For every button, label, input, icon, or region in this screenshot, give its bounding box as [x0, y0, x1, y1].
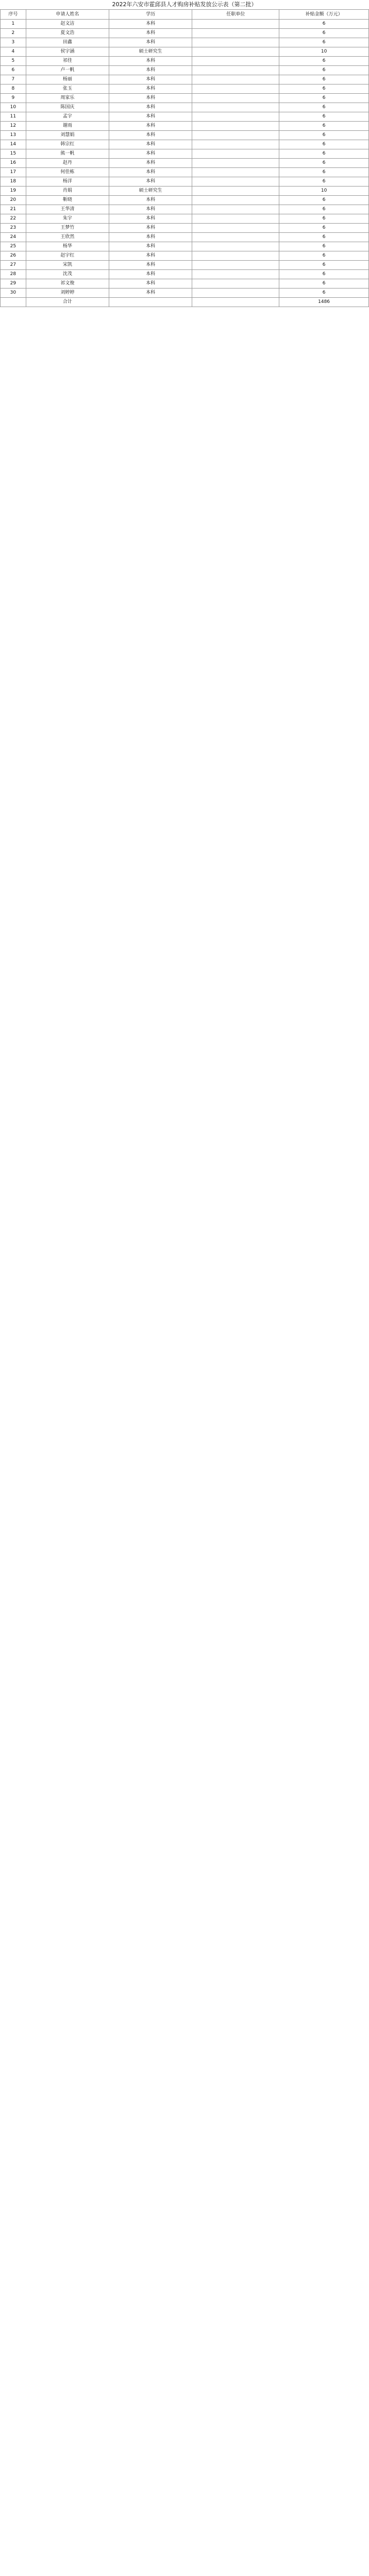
- header-name: 申请人姓名: [26, 10, 109, 20]
- cell-index: 25: [1, 242, 26, 251]
- cell-degree: 硕士研究生: [109, 47, 192, 57]
- cell-index: 12: [1, 122, 26, 131]
- table-row: [1, 233, 369, 242]
- cell-degree: 本科: [109, 140, 192, 149]
- cell-degree: 本科: [109, 66, 192, 75]
- cell-amount: 6: [279, 103, 369, 112]
- cell-name: 王欣然: [26, 233, 109, 242]
- cell-degree: 本科: [109, 103, 192, 112]
- table-row: [1, 224, 369, 233]
- cell-employer: [192, 57, 279, 66]
- cell-index: 18: [1, 177, 26, 187]
- table-body: [1, 20, 369, 298]
- header-employer: 任职单位: [192, 10, 279, 20]
- cell-index: 27: [1, 261, 26, 270]
- cell-degree: 本科: [109, 224, 192, 233]
- cell-index: 17: [1, 168, 26, 177]
- cell-employer: [192, 233, 279, 242]
- cell-degree: 本科: [109, 131, 192, 140]
- cell-degree: 本科: [109, 20, 192, 29]
- cell-employer: [192, 159, 279, 168]
- cell-name: 卢一帆: [26, 66, 109, 75]
- cell-index: 9: [1, 94, 26, 103]
- cell-amount: 6: [279, 29, 369, 38]
- cell-index: 20: [1, 196, 26, 205]
- cell-index: 5: [1, 57, 26, 66]
- cell-amount: 6: [279, 140, 369, 149]
- table-row: [1, 103, 369, 112]
- cell-employer: [192, 112, 279, 122]
- cell-amount: 6: [279, 224, 369, 233]
- cell-name: 朱宇: [26, 214, 109, 224]
- cell-amount: 6: [279, 94, 369, 103]
- cell-index: 13: [1, 131, 26, 140]
- cell-employer: [192, 261, 279, 270]
- cell-index: 11: [1, 112, 26, 122]
- cell-employer: [192, 122, 279, 131]
- cell-employer: [192, 177, 279, 187]
- cell-name: 韩宗红: [26, 140, 109, 149]
- cell-amount: 6: [279, 261, 369, 270]
- cell-index: 3: [1, 38, 26, 47]
- table-row: [1, 196, 369, 205]
- cell-index: 6: [1, 66, 26, 75]
- cell-amount: 6: [279, 279, 369, 289]
- cell-employer: [192, 187, 279, 196]
- cell-employer: [192, 38, 279, 47]
- cell-index: 2: [1, 29, 26, 38]
- cell-employer: [192, 94, 279, 103]
- cell-employer: [192, 279, 279, 289]
- cell-index: 24: [1, 233, 26, 242]
- total-label: 合计: [26, 298, 109, 307]
- cell-amount: 6: [279, 122, 369, 131]
- cell-name: 祁文俊: [26, 279, 109, 289]
- cell-degree: 本科: [109, 159, 192, 168]
- cell-name: 赵宇红: [26, 251, 109, 261]
- cell-degree: 本科: [109, 251, 192, 261]
- cell-employer: [192, 66, 279, 75]
- table-row: [1, 131, 369, 140]
- total-amount: 1486: [279, 298, 369, 307]
- header-index: 序号: [1, 10, 26, 20]
- cell-amount: 6: [279, 270, 369, 279]
- cell-name: 熊一帆: [26, 149, 109, 159]
- cell-degree: 本科: [109, 196, 192, 205]
- cell-index: 4: [1, 47, 26, 57]
- cell-employer: [192, 131, 279, 140]
- table-row: [1, 112, 369, 122]
- table-row: [1, 140, 369, 149]
- cell-amount: 6: [279, 84, 369, 94]
- cell-index: 8: [1, 84, 26, 94]
- cell-employer: [192, 205, 279, 214]
- table-row: [1, 205, 369, 214]
- table-row: [1, 94, 369, 103]
- cell-degree: 本科: [109, 57, 192, 66]
- total-spacer-2: [109, 298, 192, 307]
- cell-employer: [192, 103, 279, 112]
- cell-amount: 6: [279, 251, 369, 261]
- cell-name: 杨华: [26, 242, 109, 251]
- table-row: [1, 29, 369, 38]
- cell-name: 何佳栋: [26, 168, 109, 177]
- cell-name: 田鑫: [26, 38, 109, 47]
- cell-amount: 6: [279, 233, 369, 242]
- cell-name: 祁佳: [26, 57, 109, 66]
- table-row: [1, 177, 369, 187]
- table-row: [1, 122, 369, 131]
- table-row: [1, 168, 369, 177]
- cell-name: 侯宇涵: [26, 47, 109, 57]
- cell-index: 23: [1, 224, 26, 233]
- cell-degree: 本科: [109, 270, 192, 279]
- table-row: [1, 84, 369, 94]
- cell-employer: [192, 140, 279, 149]
- header-amount: 补贴金额（万元）: [279, 10, 369, 20]
- cell-employer: [192, 149, 279, 159]
- cell-amount: 6: [279, 196, 369, 205]
- cell-index: 19: [1, 187, 26, 196]
- cell-name: 夏文浩: [26, 29, 109, 38]
- cell-amount: 6: [279, 38, 369, 47]
- cell-degree: 本科: [109, 149, 192, 159]
- cell-index: 15: [1, 149, 26, 159]
- table-row: [1, 187, 369, 196]
- cell-amount: 6: [279, 159, 369, 168]
- cell-index: 30: [1, 289, 26, 298]
- table-row: [1, 38, 369, 47]
- cell-degree: 本科: [109, 94, 192, 103]
- cell-degree: 本科: [109, 122, 192, 131]
- cell-amount: 6: [279, 205, 369, 214]
- cell-name: 孟宇: [26, 112, 109, 122]
- cell-amount: 6: [279, 289, 369, 298]
- cell-name: 刘婷婷: [26, 289, 109, 298]
- cell-employer: [192, 84, 279, 94]
- cell-amount: 10: [279, 187, 369, 196]
- cell-employer: [192, 214, 279, 224]
- cell-amount: 6: [279, 66, 369, 75]
- cell-name: 陈国庆: [26, 103, 109, 112]
- cell-degree: 本科: [109, 168, 192, 177]
- cell-degree: 本科: [109, 112, 192, 122]
- cell-name: 宋凯: [26, 261, 109, 270]
- table-row: [1, 75, 369, 84]
- cell-degree: 本科: [109, 84, 192, 94]
- cell-degree: 本科: [109, 205, 192, 214]
- cell-degree: 本科: [109, 177, 192, 187]
- cell-degree: 本科: [109, 279, 192, 289]
- cell-degree: 本科: [109, 75, 192, 84]
- table-row: [1, 159, 369, 168]
- table-row: [1, 279, 369, 289]
- cell-employer: [192, 289, 279, 298]
- cell-degree: 本科: [109, 289, 192, 298]
- cell-employer: [192, 29, 279, 38]
- cell-employer: [192, 270, 279, 279]
- cell-employer: [192, 47, 279, 57]
- cell-amount: 6: [279, 214, 369, 224]
- cell-index: 10: [1, 103, 26, 112]
- cell-index: 28: [1, 270, 26, 279]
- cell-amount: 6: [279, 149, 369, 159]
- header-degree: 学历: [109, 10, 192, 20]
- cell-name: 靳晓: [26, 196, 109, 205]
- cell-amount: 6: [279, 242, 369, 251]
- cell-degree: 本科: [109, 242, 192, 251]
- cell-amount: 6: [279, 131, 369, 140]
- cell-amount: 6: [279, 75, 369, 84]
- cell-degree: 本科: [109, 233, 192, 242]
- cell-name: 赵文洁: [26, 20, 109, 29]
- cell-degree: 硕士研究生: [109, 187, 192, 196]
- cell-index: 1: [1, 20, 26, 29]
- table-row: [1, 242, 369, 251]
- total-row: [1, 298, 369, 307]
- cell-name: 肖娟: [26, 187, 109, 196]
- cell-name: 杨丽: [26, 75, 109, 84]
- total-spacer-3: [192, 298, 279, 307]
- cell-degree: 本科: [109, 261, 192, 270]
- total-spacer: [1, 298, 26, 307]
- cell-amount: 6: [279, 57, 369, 66]
- cell-name: 谢雨: [26, 122, 109, 131]
- table-row: [1, 261, 369, 270]
- cell-index: 14: [1, 140, 26, 149]
- cell-employer: [192, 168, 279, 177]
- table-row: [1, 57, 369, 66]
- cell-name: 刘慧娟: [26, 131, 109, 140]
- cell-amount: 6: [279, 177, 369, 187]
- cell-employer: [192, 224, 279, 233]
- table-row: [1, 251, 369, 261]
- cell-name: 沈茂: [26, 270, 109, 279]
- table-header-row: [1, 10, 369, 20]
- cell-employer: [192, 75, 279, 84]
- table-row: [1, 270, 369, 279]
- cell-name: 王梦竹: [26, 224, 109, 233]
- cell-index: 16: [1, 159, 26, 168]
- subsidy-table: [0, 9, 369, 307]
- table-row: [1, 289, 369, 298]
- page-title: 2022年六安市霍邱县人才购房补贴发放公示表（第二批）: [112, 1, 257, 8]
- cell-index: 21: [1, 205, 26, 214]
- table-row: [1, 47, 369, 57]
- cell-degree: 本科: [109, 38, 192, 47]
- table-row: [1, 20, 369, 29]
- cell-index: 7: [1, 75, 26, 84]
- cell-name: 王华清: [26, 205, 109, 214]
- cell-name: 张玉: [26, 84, 109, 94]
- cell-amount: 6: [279, 168, 369, 177]
- table-row: [1, 66, 369, 75]
- cell-employer: [192, 20, 279, 29]
- cell-index: 29: [1, 279, 26, 289]
- cell-name: 赵丹: [26, 159, 109, 168]
- cell-degree: 本科: [109, 214, 192, 224]
- cell-employer: [192, 196, 279, 205]
- cell-amount: 6: [279, 112, 369, 122]
- cell-employer: [192, 251, 279, 261]
- cell-amount: 6: [279, 20, 369, 29]
- cell-degree: 本科: [109, 29, 192, 38]
- table-row: [1, 214, 369, 224]
- cell-index: 26: [1, 251, 26, 261]
- cell-employer: [192, 242, 279, 251]
- cell-name: 周家乐: [26, 94, 109, 103]
- cell-name: 杨洋: [26, 177, 109, 187]
- cell-index: 22: [1, 214, 26, 224]
- document-sheet: [0, 0, 369, 307]
- cell-amount: 10: [279, 47, 369, 57]
- table-row: [1, 149, 369, 159]
